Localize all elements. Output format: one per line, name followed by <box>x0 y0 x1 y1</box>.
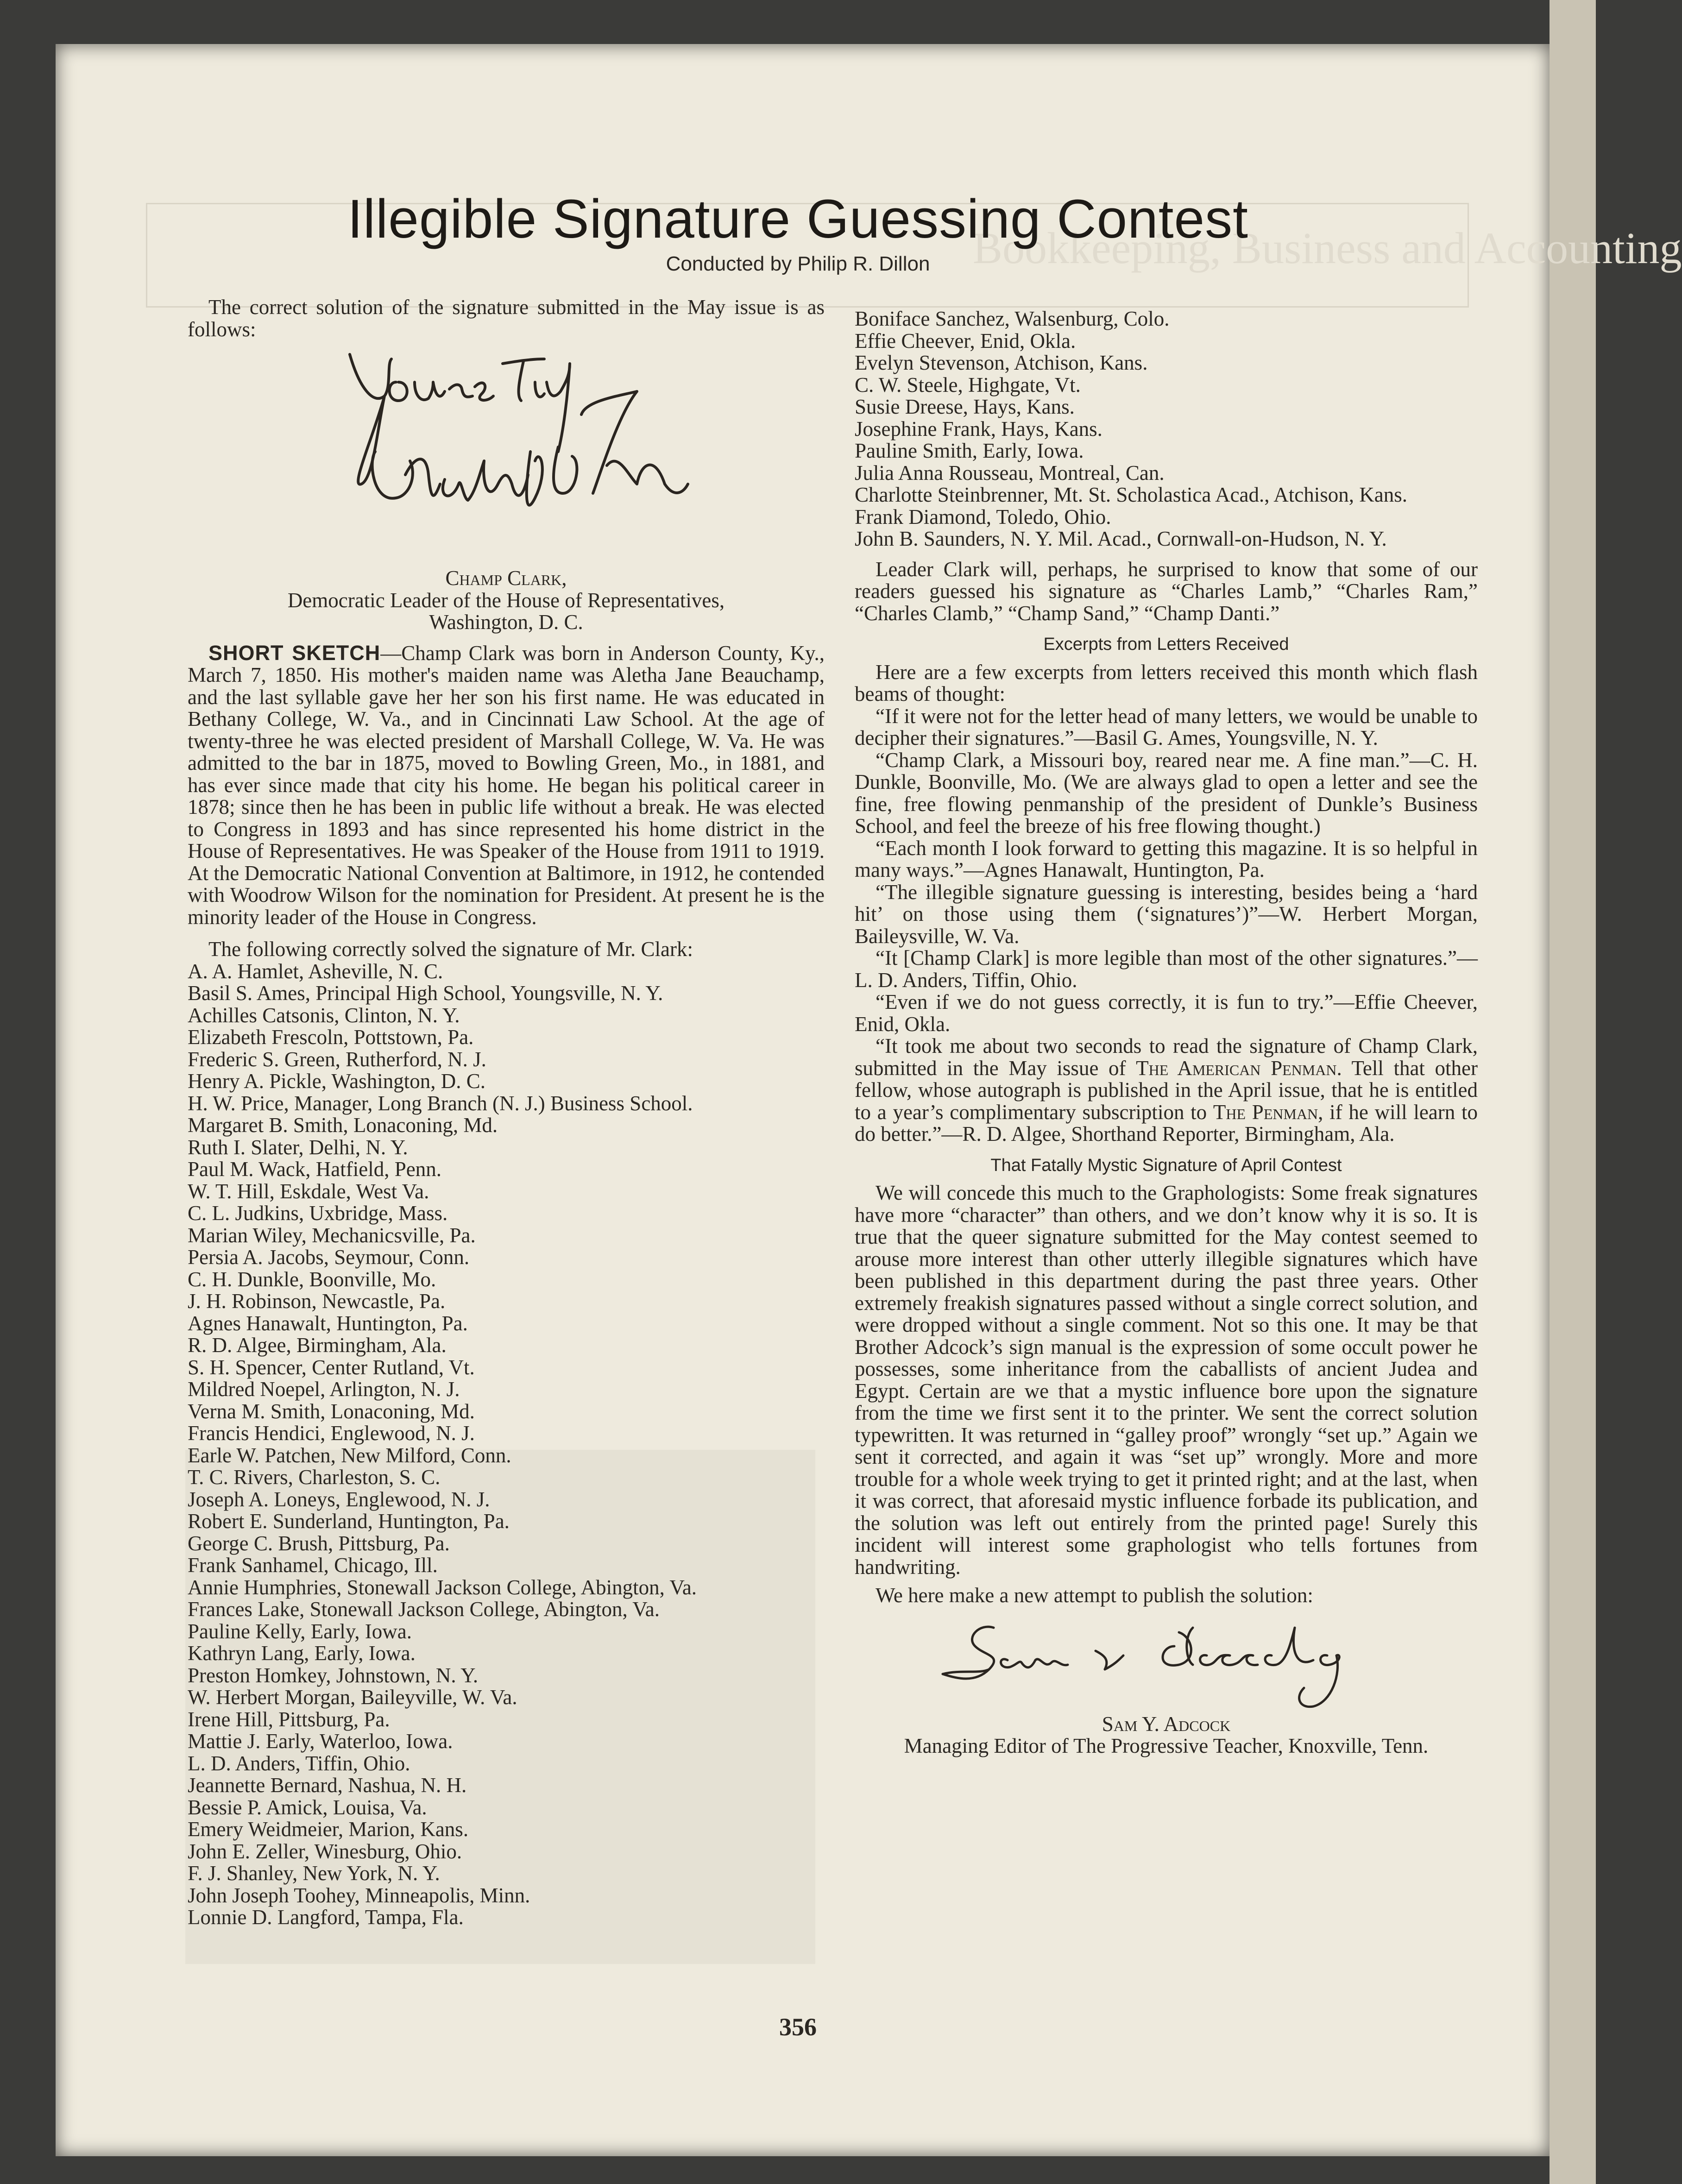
signer-name: Sam Y. Adcock <box>1102 1712 1231 1736</box>
adcock-signature-drawing <box>933 1609 1397 1711</box>
solver-entry: John B. Saunders, N. Y. Mil. Acad., Cornwall-on-Hudson, N. Y. <box>855 527 1387 550</box>
solver-entry: Persia A. Jacobs, Seymour, Conn. <box>188 1246 470 1269</box>
excerpts-heading: Excerpts from Letters Received <box>1043 635 1289 654</box>
solver-entry: T. C. Rivers, Charleston, S. C. <box>188 1466 441 1489</box>
signature-drawing <box>340 345 693 567</box>
solvers-intro: The following correctly solved the signature of Mr. Clark: <box>208 938 693 961</box>
solver-entry: C. W. Steele, Highgate, Vt. <box>855 373 1081 397</box>
short-sketch-body: —Champ Clark was born in Anderson County, Ky., March 7, 1850. His mother's maiden name was Aletha Jane Beauchamp, and the last syllable gave her her son his first name. He was educated in Bethany College, W. Va., and in Cincinnati Law School. At the age of twenty-three he was elected president of Marshall College, W. Va. He was admitted to the bar in 1875, moved to Bowling Green, Mo., in 1881, and has ever since made that city his home. He began his political career in 1878; since then he has been in public life without a break. He was elected to Congress in 1893 and has since represented his home district in the House of Representatives. He was Speaker of the House from 1911 to 1919. At the Democratic National Convention at Baltimore, in 1912, he contended with Woodrow Wilson for the nomination for President. At present he is the minority leader of the House in Congress. <box>188 641 825 929</box>
solver-entry: John Joseph Toohey, Minneapolis, Minn. <box>188 1883 530 1907</box>
adcock-signature <box>855 1607 1478 1713</box>
signer-role: Managing Editor of The Progressive Teacher, Knoxville, Tenn. <box>904 1734 1429 1757</box>
solver-entry: Effie Cheever, Enid, Okla. <box>855 329 1076 352</box>
excerpt-entry: “If it were not for the letter head of many letters, we would be unable to decipher their signatures.”—Basil G. Ames, Youngsville, N. Y. <box>855 704 1478 749</box>
solver-entry: Elizabeth Frescoln, Pottstown, Pa. <box>188 1026 474 1049</box>
solver-entry: C. L. Judkins, Uxbridge, Mass. <box>188 1202 448 1225</box>
solver-entry: Susie Dreese, Hays, Kans. <box>855 395 1075 418</box>
solver-entry: F. J. Shanley, New York, N. Y. <box>188 1862 440 1885</box>
solver-entry: Bessie P. Amick, Louisa, Va. <box>188 1795 427 1819</box>
solvers-list-right <box>855 308 1478 550</box>
right-column <box>855 308 1478 1757</box>
excerpt-algee-pre: “It took me about two seconds to read the signature of Champ Clark, submitted in the May issue of <box>855 1034 1478 1080</box>
excerpt-algee <box>855 1035 1478 1145</box>
solver-entry: J. H. Robinson, Newcastle, Pa. <box>188 1290 446 1313</box>
solver-entry: Francis Hendici, Englewood, N. J. <box>188 1422 475 1445</box>
subject-role: Democratic Leader of the House of Representatives, <box>287 588 725 612</box>
excerpt-algee-post: , if he will learn to do better.”—R. D. Algee, Shorthand Reporter, Birmingham, Ala. <box>855 1100 1478 1145</box>
champ-clark-signature <box>188 345 825 567</box>
excerpts-intro: Here are a few excerpts from letters received this month which flash beams of thought: <box>855 660 1478 705</box>
excerpt-entry: “Champ Clark, a Missouri boy, reared near me. A fine man.”—C. H. Dunkle, Boonville, Mo. (We are always glad to open a letter and see the fine, free flowing penmanship of the president of Dunkle’s Business School, and feel the breeze of his free flowing thought.) <box>855 748 1478 837</box>
intro-paragraph: The correct solution of the signature submitted in the May issue is as follows: <box>188 296 825 341</box>
short-sketch-heading: SHORT SKETCH <box>208 641 381 665</box>
solver-entry: Charlotte Steinbrenner, Mt. St. Scholastica Acad., Atchison, Kans. <box>855 483 1408 506</box>
excerpt-entry: “Even if we do not guess correctly, it is fun to try.”—Effie Cheever, Enid, Okla. <box>855 990 1478 1036</box>
solver-entry: Frederic S. Green, Rutherford, N. J. <box>188 1047 486 1071</box>
article-title: Illegible Signature Guessing Contest <box>347 189 1248 250</box>
short-sketch-paragraph <box>188 642 825 929</box>
solver-entry: Frances Lake, Stonewall Jackson College, Abington, Va. <box>188 1598 660 1621</box>
solver-entry: John E. Zeller, Winesburg, Ohio. <box>188 1839 462 1863</box>
mystic-heading: That Fatally Mystic Signature of April Contest <box>990 1155 1342 1175</box>
solver-entry: A. A. Hamlet, Asheville, N. C. <box>188 959 443 983</box>
solver-entry: Marian Wiley, Mechanicsville, Pa. <box>188 1223 476 1247</box>
excerpt-entry: “The illegible signature guessing is interesting, besides being a ‘hard hit’ on those using them (‘signatures’)”—W. Herbert Morgan, Baileysville, W. Va. <box>855 880 1478 948</box>
solver-entry: Joseph A. Loneys, Englewood, N. J. <box>188 1487 490 1511</box>
solver-entry: Pauline Kelly, Early, Iowa. <box>188 1619 412 1643</box>
solver-entry: W. Herbert Morgan, Baileyville, W. Va. <box>188 1686 517 1709</box>
solver-entry: Mattie J. Early, Waterloo, Iowa. <box>188 1730 453 1753</box>
solver-entry: Mildred Noepel, Arlington, N. J. <box>188 1378 460 1401</box>
solver-entry: Lonnie D. Langford, Tampa, Fla. <box>188 1906 464 1929</box>
solver-entry: Jeannette Bernard, Nashua, N. H. <box>188 1774 467 1797</box>
solver-entry: Achilles Catsonis, Clinton, N. Y. <box>188 1003 460 1027</box>
solver-entry: Annie Humphries, Stonewall Jackson College, Abington, Va. <box>188 1575 697 1599</box>
solver-entry: H. W. Price, Manager, Long Branch (N. J.) Business School. <box>188 1091 693 1115</box>
solver-entry: Emery Weidmeier, Marion, Kans. <box>188 1818 469 1841</box>
solver-entry: Irene Hill, Pittsburg, Pa. <box>188 1707 390 1731</box>
solver-entry: George C. Brush, Pittsburg, Pa. <box>188 1531 450 1555</box>
solver-entry: Basil S. Ames, Principal High School, Youngsville, N. Y. <box>188 982 663 1005</box>
mystic-paragraph: We will concede this much to the Graphologists: Some freak signatures have more “character” than others, and we don’t know why it is so. It is true that the queer signature submitted for the May contest seemed to arouse more interest than other utterly illegible signatures which have been published in this department during the past three years. Other extremely freakish signatures passed without a single correct solution, and were dropped without a single comment. Not so this one. It may be that Brother Adcock’s sign manual is the expression of some occult power he possesses, some inheritance from the caballists of ancient Judea and Egypt. Certain are we that a mystic influence bore upon the signature from the time we first sent it to the printer. We sent the correct solution typewritten. It was returned in “galley proof” wrongly “set up.” Again we sent it corrected, and again it was “set up” wrongly. More and more trouble for a whole week trying to get it printed right; and at the last, when it was correct, that aforesaid mystic influence forbade its publication, and the solution was left out entirely from the printed page! Surely this incident will interest some graphologist who tells fortunes from handwriting. <box>855 1181 1478 1579</box>
solver-entry: Pauline Smith, Early, Iowa. <box>855 439 1084 462</box>
solver-entry: L. D. Anders, Tiffin, Ohio. <box>188 1751 410 1775</box>
facing-page-edge <box>1550 0 1596 2184</box>
excerpt-algee-mid: . Tell that other fellow, whose autograph is published in the April issue, that he is entitled to a year’s complimentary subscription to <box>855 1056 1478 1124</box>
bleed-through-text: Bookkeeping, Business and Accounting <box>973 223 1682 273</box>
solver-entry: Margaret B. Smith, Lonaconing, Md. <box>188 1114 498 1137</box>
solver-entry: Evelyn Stevenson, Atchison, Kans. <box>855 351 1148 374</box>
solver-entry: Frank Diamond, Toledo, Ohio. <box>855 505 1111 529</box>
excerpts-list <box>855 705 1478 1036</box>
solvers-list-left <box>188 961 825 1929</box>
solver-entry: Henry A. Pickle, Washington, D. C. <box>188 1070 486 1093</box>
solver-entry: Frank Sanhamel, Chicago, Ill. <box>188 1554 438 1577</box>
left-column <box>188 296 825 1929</box>
article-byline: Conducted by Philip R. Dillon <box>666 252 930 275</box>
magazine-name-short: The Penman <box>1213 1100 1318 1124</box>
solution-intro: We here make a new attempt to publish the solution: <box>876 1584 1313 1607</box>
solver-entry: Earle W. Patchen, New Milford, Conn. <box>188 1443 511 1467</box>
solver-entry: Paul M. Wack, Hatfield, Penn. <box>188 1158 441 1181</box>
solver-entry: Boniface Sanchez, Walsenburg, Colo. <box>855 307 1170 330</box>
solver-entry: Preston Homkey, Johnstown, N. Y. <box>188 1663 479 1687</box>
subject-name: Champ Clark, <box>445 566 567 590</box>
solver-entry: C. H. Dunkle, Boonville, Mo. <box>188 1267 436 1291</box>
solver-entry: Ruth I. Slater, Delhi, N. Y. <box>188 1135 408 1159</box>
guesses-paragraph: Leader Clark will, perhaps, he surprised to know that some of our readers guessed his signature as “Charles Lamb,” “Charles Ram,” “Charles Clamb,” “Champ Sand,” “Champ Danti.” <box>855 557 1478 625</box>
page-number: 356 <box>779 2013 817 2041</box>
solver-entry: Josephine Frank, Hays, Kans. <box>855 417 1102 441</box>
solver-entry: Julia Anna Rousseau, Montreal, Can. <box>855 461 1165 485</box>
excerpt-entry: “Each month I look forward to getting this magazine. It is so helpful in many ways.”—Agnes Hanawalt, Huntington, Pa. <box>855 836 1478 881</box>
magazine-name: The American Penman <box>1136 1056 1337 1080</box>
solver-entry: S. H. Spencer, Center Rutland, Vt. <box>188 1355 475 1379</box>
excerpt-entry: “It [Champ Clark] is more legible than most of the other signatures.”—L. D. Anders, Tiffin, Ohio. <box>855 946 1478 992</box>
solver-entry: W. T. Hill, Eskdale, West Va. <box>188 1179 429 1203</box>
solver-entry: Verna M. Smith, Lonaconing, Md. <box>188 1399 475 1423</box>
subject-location: Washington, D. C. <box>429 611 583 634</box>
solver-entry: R. D. Algee, Birmingham, Ala. <box>188 1334 447 1357</box>
solver-entry: Kathryn Lang, Early, Iowa. <box>188 1642 416 1665</box>
solver-entry: Agnes Hanawalt, Huntington, Pa. <box>188 1311 468 1335</box>
solver-entry: Robert E. Sunderland, Huntington, Pa. <box>188 1510 510 1533</box>
